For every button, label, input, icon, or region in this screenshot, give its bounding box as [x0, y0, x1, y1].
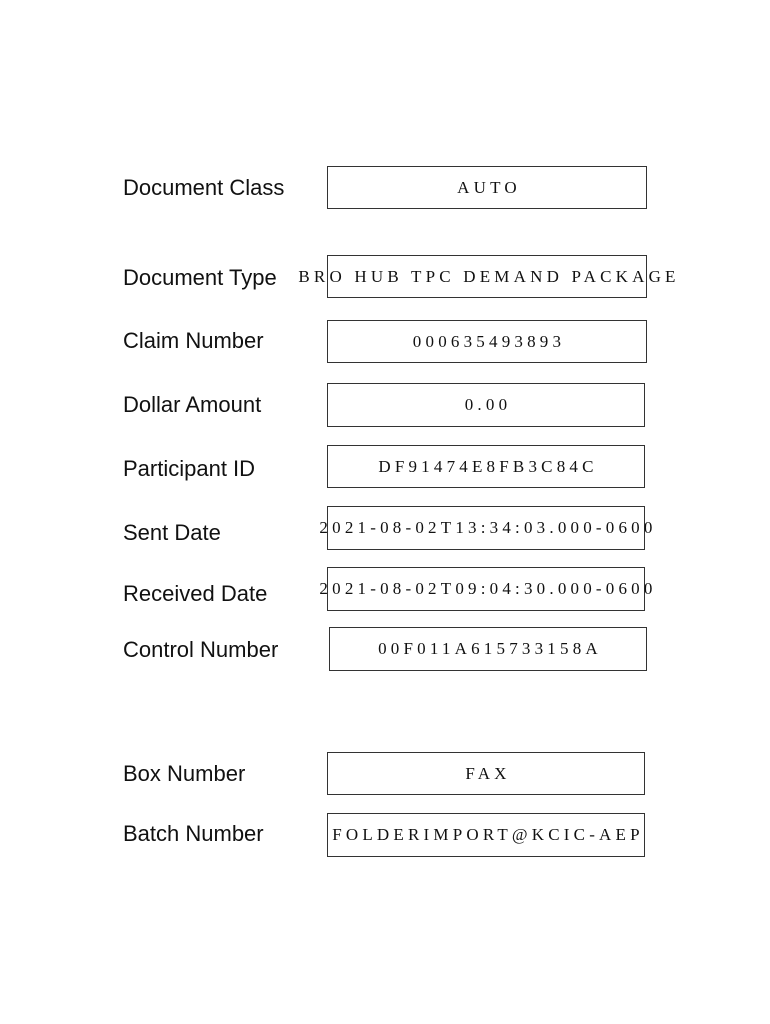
- participant-id-value: DF91474E8FB3C84C: [378, 456, 598, 476]
- document-class-field: [327, 166, 647, 209]
- sent-date-field: [319, 506, 657, 550]
- batch-number-value: FOLDERIMPORT@KCIC-AEP: [332, 825, 644, 844]
- sent-date-label: Sent Date: [123, 520, 221, 545]
- control-number-field: [329, 627, 647, 671]
- document-type-label: Document Type: [123, 265, 277, 290]
- claim-number-value: 000635493893: [412, 331, 566, 351]
- batch-number-label: Batch Number: [123, 821, 264, 846]
- dollar-amount-value: 0.00: [464, 395, 512, 414]
- dollar-amount-field: [327, 383, 645, 427]
- box-number-value: FAX: [465, 763, 511, 783]
- participant-id-field: [327, 445, 645, 488]
- document-class-value: AUTO: [457, 177, 521, 197]
- document-type-field: [298, 255, 680, 298]
- control-number-value: 00F011A615733158A: [378, 639, 602, 658]
- document-type-value: BRO HUB TPC DEMAND PACKAGE: [298, 266, 680, 286]
- batch-number-field: [327, 813, 645, 857]
- participant-id-label: Participant ID: [123, 456, 256, 481]
- received-date-field: [319, 567, 657, 611]
- document-class-label: Document Class: [123, 175, 285, 200]
- box-number-field: [327, 752, 645, 795]
- box-number-label: Box Number: [123, 761, 246, 786]
- claim-number-field: [327, 320, 647, 363]
- dollar-amount-label: Dollar Amount: [123, 392, 262, 417]
- sent-date-value: 2021-08-02T13:34:03.000-0600: [319, 518, 657, 537]
- claim-number-label: Claim Number: [123, 328, 264, 353]
- control-number-label: Control Number: [123, 637, 279, 662]
- received-date-label: Received Date: [123, 581, 268, 606]
- received-date-value: 2021-08-02T09:04:30.000-0600: [319, 579, 657, 598]
